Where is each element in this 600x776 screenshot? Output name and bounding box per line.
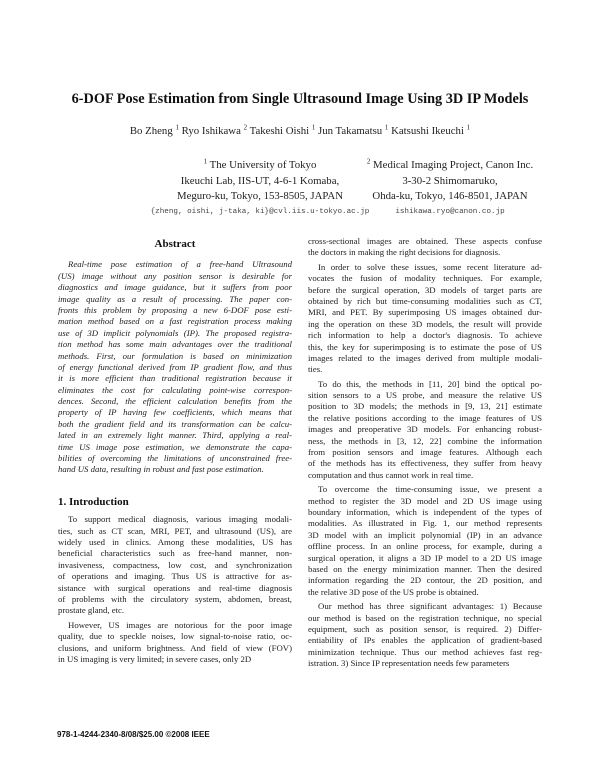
text-line: use of 3D implicit polynomials (IP). The proposed registra- [58,327,292,338]
affiliation-line: Medical Imaging Project, Canon Inc. [373,159,534,171]
affiliation-line: Ohda-ku, Tokyo, 146-8501, JAPAN [372,190,528,202]
text-line: dences. Second, the efficient calculation benefits from the [58,396,292,407]
text-line: property of IP having few coefficients, which means that [58,407,292,418]
paper-title: 6-DOF Pose Estimation from Single Ultrasound Image Using 3D IP Models [71,91,529,107]
right-column [308,236,542,672]
paragraph [58,259,292,475]
text-line: (US) image without any position sensor is desirable for [58,270,292,281]
text-line: it is more efficient than traditional registration because it [58,373,292,384]
text-line: information regarding the 2D contour, the 2D position, and [308,575,542,586]
text-line: vocates the fusion of modality techniques. For example, [308,273,542,284]
paragraph [58,514,292,617]
text-line: this, the key for superimposing is to estimate the pose of US [308,341,542,352]
text-line: computation and thus cannot work in real time. [308,469,474,480]
text-line: rich information to help a doctor's diagnosis. To achieve [308,330,542,341]
text-line: of energy functional derived from IP gradient flow, and thus [58,361,292,372]
text-line: clusions, and uniform brightness. And field of view (FOV) [58,642,292,653]
affiliation-line: The University of Tokyo [209,159,317,171]
author-affiliation-number: 1 [311,123,316,132]
text-line: sition sensors to a US probe, and measure the relative US [308,390,542,401]
text-line: image quality as a result of processing. The paper con- [58,293,292,304]
text-line: of problems with the circulatory system, abdomen, breast, [58,593,292,604]
author: Ryo Ishikawa $^2$ [181,123,248,137]
author-affiliation-number: 1 [175,123,179,132]
text-line: boundary information, which is independent of the types of [308,506,542,517]
affiliation-line: 3-30-2 Shimomaruko, [402,174,498,187]
text-line: from position sensors and image features. Although each [308,447,542,458]
text-line: To support medical diagnosis, various imaging modali- [68,514,292,525]
text-line: equipment, such as position sensor, is required. 2) Differ- [308,623,542,634]
text-line: the relative 3D pose of the US probe is obtained. [308,586,479,597]
text-line: fronts this problem by proposing a new 6-DOF pose esti- [58,304,292,315]
text-line: minimization technique. Thus our method achieves fast reg- [308,646,542,657]
abstract-body [58,259,292,475]
paragraph [308,601,542,669]
text-line: sistance with surgical operations and real-time diagnosis [58,582,292,593]
text-line: hand US data, resulting in robust and fast pose estimation. [58,464,264,475]
text-line: offline process. In an online process, for example, during a [308,541,542,552]
text-line: To do this, the methods in [11, 20] bind the optical po- [318,378,542,389]
affiliation-2 [320,158,580,220]
text-line: mation method based on a fast registration process making [58,316,292,327]
text-line: ties, such as CT scan, MRI, PET, and ultrasound (US), are [58,525,292,536]
text-line: cross-sectional images are obtained. These aspects confuse [308,236,542,246]
text-line: diagnostics and image guidance, but it suffers from poor [58,282,292,293]
affiliation-line: Meguro-ku, Tokyo, 153-8505, JAPAN [176,190,343,202]
affiliation-email: {zheng, oishi, j-taka, ki}@cvl.iis.u-tokyo.ac.jp [150,207,370,216]
text-line: 3D model with an implicit polynomial (IP) in an advance [308,529,542,540]
author: Katsushi Ikeuchi $^1$ [391,123,471,137]
paragraph [308,236,542,259]
copyright-footer: 978-1-4244-2340-8/08/$25.00 ©2008 IEEE [57,730,210,739]
author-list [0,125,600,137]
text-line: our method is based on the registration technique, no special [308,612,542,623]
author: Jun Takamatsu $^1$ [318,123,389,137]
text-line: ties. [308,364,323,375]
paragraph [308,262,542,376]
abstract-heading: Abstract [154,238,196,250]
author: Bo Zheng $^1$ [129,123,179,137]
text-line: In order to solve these issues, some recent literature ad- [318,261,542,272]
text-line: obtained by rich but time-consuming modalities such as CT, [308,295,542,306]
text-line: However, US images are notorious for the poor image [68,619,292,630]
text-line: of the methods has its effectiveness, they suffer from heavy [308,458,542,469]
affiliation-number: 2 [366,157,371,166]
text-line: To overcome the time-consuming issue, we present a [318,484,542,495]
text-line: the relative positions according to the image features of US [308,412,542,423]
introduction-heading: 1. Introduction [58,495,129,508]
author-affiliation-number: 2 [243,123,248,132]
text-line: in US imaging is very limited; in severe cases, only 2D [58,653,252,664]
text-line: beneficial characteristics such as free-hand manner, non- [58,548,292,559]
text-line: before the surgical operation, 3D models of target parts are [308,284,542,295]
text-line: Real-time pose estimation of a free-hand Ultrasound [68,259,292,270]
paragraph [58,620,292,666]
text-line: time US image pose estimation, we demonstrate the capa- [58,441,292,452]
text-line: Our method has three significant advantages: 1) Because [318,601,542,612]
text-line: both the gradient field and its transformation can be calcu- [58,418,292,429]
affiliation-line: Ikeuchi Lab, IIS-UT, 4-6-1 Komaba, [180,174,340,187]
text-line: ness, the methods in [3, 12, 22] combine the information [308,435,542,446]
text-line: images and preoperative 3D models. For enhancing robust- [308,424,542,435]
text-line: images related to the images derived from multiple modali- [308,352,542,363]
text-line: widely used in clinics. Among these modalities, US has [58,537,292,548]
text-line: the doctors in making the right decisions for diagnosis. [308,247,501,258]
text-line: MRI, and PET. By superimposing US images obtained dur- [308,307,542,318]
text-line: surgical operation, it aligns a 3D IP model to a 2D US image [308,552,542,563]
text-line: of operations and imaging. Thus US is attractive for as- [58,571,292,582]
left-column [58,239,292,668]
text-line: ing the operation on these 3D models, the result will provide [308,318,542,329]
text-line: entiability of IPs enables the application of gradient-based [308,635,542,646]
author-affiliation-number: 1 [466,123,471,132]
paragraph [308,379,542,482]
author-affiliation-number: 1 [384,123,389,132]
text-line: method to register the 3D model and 2D US image using [308,495,542,506]
text-line: modalities. As illustrated in Fig. 1, our method represents [308,518,542,529]
text-line: prostate gland, etc. [58,605,125,616]
text-line: based on the energy minimization manner. Then the desired [308,563,542,574]
introduction-body-left [58,514,292,665]
paragraph [308,484,542,598]
text-line: eliminates the cost for calculating point-wise correspon- [58,384,292,395]
text-line: quality, due to speckle noises, low signal-to-noise ratio, oc- [58,631,292,642]
text-line: position to 3D models; the methods in [9, 13, 21] estimate [308,401,542,412]
text-line: methods. First, our formulation is based on minimization [58,350,292,361]
affiliation-number: 1 [203,157,208,166]
introduction-body-right [308,236,542,669]
text-line: lated in an extremely light manner. Third, applying a real- [58,430,292,441]
text-line: bilities of overcoming the limitations of unconstrained free- [58,453,292,464]
text-line: istration. 3) Since IP representation needs few parameters [308,658,510,669]
text-line: invasiveness, compactness, low cost, and synchronization [58,559,292,570]
author: Takeshi Oishi $^1$ [249,123,316,137]
affiliation-email: ishikawa.ryo@canon.co.jp [395,207,505,216]
text-line: tion method has some main advantages over the traditional [58,339,292,350]
